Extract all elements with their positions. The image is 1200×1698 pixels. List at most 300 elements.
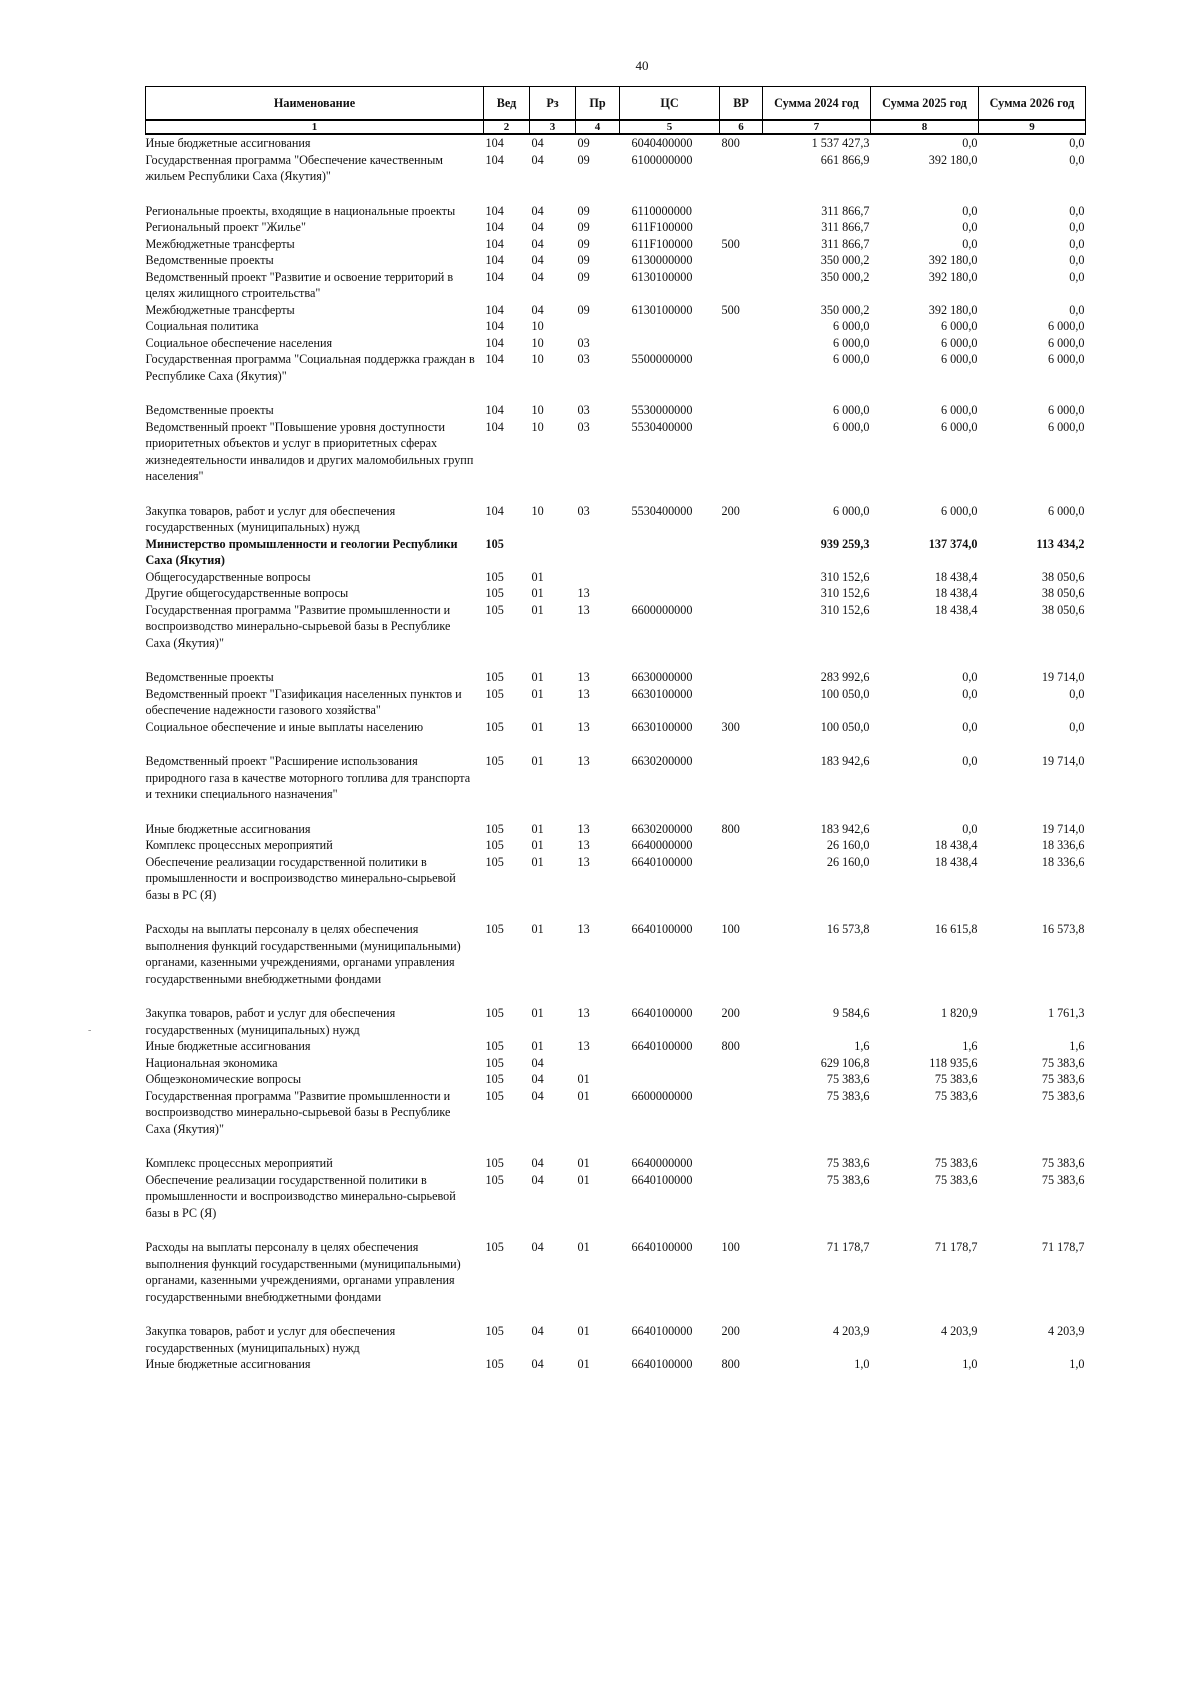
row-rz: 01 (531, 821, 544, 836)
row-pr: 03 (577, 352, 590, 366)
row-sum-2025: 392 180,0 (928, 253, 978, 267)
table-row (146, 236, 1086, 253)
row-sum-2026: 75 383,6 (1041, 1172, 1085, 1187)
row-ved: 104 (485, 236, 504, 251)
page-number: 40 (635, 58, 649, 73)
row-sum-2026: 1,6 (1069, 1039, 1085, 1053)
row-sum-2026: 4 203,9 (1047, 1324, 1085, 1338)
header-name: Наименование (146, 87, 484, 121)
row-name: Региональные проекты, входящие в национальные проекты (145, 203, 456, 218)
row-cs: 6600000000 (631, 602, 693, 617)
row-pr: 09 (577, 253, 590, 267)
row-cs: 6630200000 (631, 754, 693, 768)
row-vr: 200 (721, 1006, 740, 1020)
row-sum-2026: 75 383,6 (1041, 1072, 1085, 1086)
row-vr (720, 318, 763, 335)
row-sum-2025: 1,0 (962, 1357, 978, 1371)
row-rz: 01 (531, 838, 544, 852)
table-row (146, 1239, 1086, 1323)
row-rz: 01 (531, 719, 544, 734)
header-number: 1 (146, 120, 484, 134)
row-rz: 01 (531, 1039, 544, 1053)
row-vr (720, 854, 763, 922)
row-vr: 800 (721, 136, 740, 150)
row-ved: 105 (485, 602, 504, 617)
row-ved: 105 (485, 1006, 504, 1020)
row-cs: 6640100000 (631, 1357, 693, 1371)
row-rz: 10 (531, 419, 544, 434)
row-ved: 104 (485, 352, 504, 366)
row-vr (720, 1088, 763, 1156)
row-name: Национальная экономика (145, 1055, 278, 1070)
row-cs: 5530400000 (631, 503, 693, 518)
row-ved: 105 (485, 838, 504, 852)
header-pr: Пр (576, 87, 620, 121)
table-row (146, 1356, 1086, 1373)
row-sum-2026: 1,0 (1069, 1357, 1085, 1371)
header-number: 2 (484, 120, 530, 134)
row-sum-2026: 0,0 (1069, 220, 1085, 234)
table-row (146, 921, 1086, 1005)
row-pr: 13 (577, 754, 590, 768)
row-sum-2026: 19 714,0 (1041, 670, 1085, 684)
row-ved: 105 (485, 569, 504, 584)
row-sum-2025: 6 000,0 (940, 503, 978, 518)
row-sum-2026: 6 000,0 (1047, 503, 1085, 518)
row-sum-2026: 113 434,2 (1036, 536, 1085, 551)
row-name: Государственная программа "Развитие промышленности и воспроизводство минерально-сырьевой базы в Республике Саха (Якутия)" (145, 602, 451, 650)
row-sum-2026: 75 383,6 (1041, 1055, 1085, 1070)
table-row (146, 1071, 1086, 1088)
row-sum-2026: 71 178,7 (1041, 1240, 1085, 1254)
row-sum-2025: 6 000,0 (940, 403, 978, 417)
row-rz: 04 (531, 220, 544, 234)
row-sum-2024: 100 050,0 (820, 719, 870, 734)
row-ved: 105 (485, 1240, 504, 1254)
row-rz: 04 (531, 1072, 544, 1086)
row-sum-2024: 311 866,7 (821, 236, 870, 251)
table-row (146, 753, 1086, 821)
row-rz: 01 (531, 1006, 544, 1020)
row-sum-2025: 0,0 (962, 236, 978, 251)
row-name: Закупка товаров, работ и услуг для обеспечения государственных (муниципальных) нужд (145, 1324, 396, 1355)
row-rz: 01 (531, 686, 544, 701)
row-sum-2024: 9 584,6 (832, 1006, 870, 1020)
row-sum-2026: 0,0 (1069, 686, 1085, 701)
row-vr: 100 (721, 1240, 740, 1254)
row-vr (720, 203, 763, 220)
row-ved: 104 (485, 503, 504, 518)
row-cs: 6630100000 (631, 686, 693, 701)
row-sum-2025: 118 935,6 (929, 1055, 978, 1070)
row-sum-2024: 350 000,2 (820, 253, 870, 267)
row-cs: 6040400000 (631, 136, 693, 150)
row-sum-2026: 6 000,0 (1047, 419, 1085, 434)
row-name: Региональный проект "Жилье" (145, 220, 306, 234)
row-pr: 13 (577, 686, 590, 701)
table-row (146, 402, 1086, 419)
header-number: 3 (530, 120, 576, 134)
row-sum-2025: 0,0 (962, 220, 978, 234)
row-name: Общеэкономические вопросы (145, 1072, 302, 1086)
row-name: Ведомственные проекты (145, 403, 274, 417)
table-row (146, 669, 1086, 686)
row-sum-2026: 0,0 (1069, 136, 1085, 150)
row-name: Расходы на выплаты персоналу в целях обеспечения выполнения функций государственными (муниципальными) органами, казенными учреждениями, органами управления государственными внебюджетными фондами (145, 922, 461, 986)
table-row (146, 152, 1086, 203)
row-ved: 105 (485, 1055, 504, 1070)
row-cs: 5530000000 (631, 403, 693, 417)
row-sum-2024: 350 000,2 (820, 302, 870, 317)
row-pr: 09 (577, 269, 590, 284)
row-pr: 13 (577, 586, 590, 600)
row-rz: 10 (531, 319, 544, 333)
row-rz: 04 (531, 1240, 544, 1254)
row-rz: 04 (531, 1055, 544, 1070)
row-vr: 800 (721, 1039, 740, 1053)
row-ved: 104 (485, 269, 504, 284)
row-cs: 611F100000 (631, 220, 693, 234)
header-number: 9 (979, 120, 1086, 134)
row-cs: 6130100000 (631, 269, 693, 284)
row-pr: 09 (577, 302, 590, 317)
row-sum-2024: 6 000,0 (832, 319, 870, 333)
row-sum-2025: 6 000,0 (940, 419, 978, 434)
row-sum-2025: 18 438,4 (934, 838, 978, 852)
row-pr: 09 (577, 236, 590, 251)
row-sum-2025: 1 820,9 (940, 1006, 978, 1020)
row-pr (576, 536, 620, 569)
row-vr (720, 536, 763, 569)
row-sum-2025: 1,6 (962, 1039, 978, 1053)
row-ved: 104 (485, 253, 504, 267)
row-cs (620, 585, 720, 602)
row-sum-2026: 38 050,6 (1041, 602, 1085, 617)
row-cs: 6640100000 (631, 1006, 693, 1020)
row-sum-2024: 75 383,6 (826, 1156, 870, 1170)
row-sum-2025: 75 383,6 (934, 1172, 978, 1187)
row-sum-2026: 75 383,6 (1041, 1156, 1085, 1170)
row-cs: 6130100000 (631, 302, 693, 317)
table-row (146, 1055, 1086, 1072)
row-name: Иные бюджетные ассигнования (145, 1357, 311, 1371)
row-sum-2024: 6 000,0 (832, 419, 870, 434)
header-number: 8 (871, 120, 979, 134)
table-row (146, 351, 1086, 402)
row-cs: 6110000000 (631, 203, 692, 218)
row-name: Комплекс процессных мероприятий (145, 1156, 333, 1170)
row-sum-2025: 4 203,9 (940, 1324, 978, 1338)
header-cs: ЦС (620, 87, 720, 121)
row-name: Комплекс процессных мероприятий (145, 838, 333, 852)
row-rz: 01 (531, 670, 544, 684)
row-sum-2026: 1 761,3 (1047, 1006, 1085, 1020)
row-sum-2025: 18 438,4 (934, 569, 978, 584)
row-rz: 04 (531, 236, 544, 251)
row-cs: 6640000000 (631, 838, 693, 852)
row-vr: 500 (721, 236, 740, 251)
header-sum-2025: Сумма 2025 год (871, 87, 979, 121)
row-rz: 04 (531, 1156, 544, 1170)
row-rz: 01 (531, 602, 544, 617)
row-rz: 10 (531, 503, 544, 518)
row-vr (720, 585, 763, 602)
row-sum-2024: 183 942,6 (820, 754, 870, 768)
row-rz: 04 (531, 203, 544, 218)
row-ved: 105 (485, 1324, 504, 1338)
row-sum-2025: 16 615,8 (934, 922, 978, 936)
row-sum-2026: 0,0 (1069, 236, 1085, 251)
margin-mark: - (88, 1025, 92, 1036)
row-vr: 100 (721, 922, 740, 936)
row-ved: 104 (485, 335, 504, 350)
row-pr: 09 (577, 136, 590, 150)
row-vr (720, 1055, 763, 1072)
row-pr: 03 (577, 503, 590, 518)
row-cs: 6640100000 (631, 1039, 693, 1053)
row-ved: 105 (485, 922, 504, 936)
row-cs: 5500000000 (631, 352, 693, 366)
table-row (146, 219, 1086, 236)
row-sum-2025: 18 438,4 (934, 602, 978, 617)
row-sum-2026: 6 000,0 (1047, 403, 1085, 417)
row-sum-2025: 6 000,0 (940, 352, 978, 366)
row-sum-2026: 6 000,0 (1047, 352, 1085, 366)
row-sum-2026: 18 336,6 (1041, 838, 1085, 852)
row-ved: 104 (485, 419, 504, 434)
row-sum-2025: 0,0 (962, 821, 978, 836)
row-vr (720, 219, 763, 236)
row-name: Социальное обеспечение населения (145, 335, 333, 350)
row-rz: 01 (531, 922, 544, 936)
row-sum-2024: 939 259,3 (820, 536, 870, 551)
row-sum-2024: 26 160,0 (826, 854, 870, 869)
row-sum-2026: 6 000,0 (1047, 319, 1085, 333)
row-name: Ведомственный проект "Расширение использования природного газа в качестве моторного топлива для транспорта и техники специального назначения" (145, 754, 471, 801)
row-cs: 6100000000 (631, 152, 693, 167)
table-row (146, 203, 1086, 220)
row-rz: 01 (531, 754, 544, 768)
row-sum-2025: 392 180,0 (928, 302, 978, 317)
row-sum-2024: 310 152,6 (820, 602, 870, 617)
row-name: Социальная политика (145, 319, 259, 333)
budget-sheet (145, 86, 1085, 1373)
header-vr: ВР (720, 87, 763, 121)
row-sum-2025: 0,0 (962, 754, 978, 768)
row-sum-2026: 19 714,0 (1041, 754, 1085, 768)
row-vr (720, 602, 763, 670)
table-row (146, 602, 1086, 670)
row-vr: 300 (721, 719, 740, 734)
row-sum-2026: 0,0 (1069, 269, 1085, 284)
row-sum-2026: 75 383,6 (1041, 1088, 1085, 1103)
row-name: Другие общегосударственные вопросы (145, 586, 349, 600)
row-pr: 03 (577, 419, 590, 434)
row-vr (720, 351, 763, 402)
row-cs: 6640100000 (631, 1324, 693, 1338)
row-pr: 01 (577, 1240, 590, 1254)
row-ved: 104 (485, 136, 504, 150)
row-cs: 6640100000 (631, 1172, 693, 1187)
row-rz: 10 (531, 403, 544, 417)
header-sum-2026: Сумма 2026 год (979, 87, 1086, 121)
row-sum-2024: 311 866,7 (821, 203, 870, 218)
table-row (146, 686, 1086, 719)
budget-table (145, 86, 1086, 1373)
row-vr: 500 (721, 302, 740, 317)
row-sum-2026: 0,0 (1069, 152, 1085, 167)
row-rz: 04 (531, 253, 544, 267)
table-row (146, 536, 1086, 569)
table-row (146, 1088, 1086, 1156)
row-name: Иные бюджетные ассигнования (145, 1039, 311, 1053)
row-pr: 13 (577, 1039, 590, 1053)
row-pr: 01 (577, 1172, 590, 1187)
row-rz: 10 (531, 335, 544, 350)
row-ved: 105 (485, 1156, 504, 1170)
table-row (146, 585, 1086, 602)
row-sum-2025: 75 383,6 (934, 1156, 978, 1170)
row-vr: 800 (721, 821, 740, 836)
row-rz (530, 536, 576, 569)
row-name: Министерство промышленности и геологии Республики Саха (Якутия) (145, 536, 458, 567)
row-cs: 611F100000 (631, 236, 693, 251)
row-pr: 03 (577, 403, 590, 417)
header-sum-2024: Сумма 2024 год (763, 87, 871, 121)
row-name: Государственная программа "Обеспечение качественным жильем Республики Саха (Якутия)" (145, 152, 443, 183)
row-rz: 04 (531, 302, 544, 317)
row-pr: 09 (577, 220, 590, 234)
row-sum-2025: 0,0 (962, 136, 978, 150)
row-pr: 13 (577, 1006, 590, 1020)
row-rz: 04 (531, 1088, 544, 1103)
header-number: 6 (720, 120, 763, 134)
table-row (146, 269, 1086, 302)
row-sum-2024: 310 152,6 (820, 586, 870, 600)
row-pr (576, 569, 620, 586)
row-cs: 6630000000 (631, 670, 693, 684)
row-vr (720, 1172, 763, 1240)
row-sum-2024: 629 106,8 (820, 1055, 870, 1070)
row-cs: 6600000000 (631, 1088, 693, 1103)
row-pr: 13 (577, 719, 590, 734)
row-pr: 13 (577, 670, 590, 684)
row-name: Ведомственный проект "Развитие и освоение территорий в целях жилищного строительства" (145, 269, 454, 300)
row-sum-2024: 1,6 (854, 1039, 870, 1053)
row-name: Ведомственные проекты (145, 670, 274, 684)
row-sum-2026: 6 000,0 (1047, 335, 1085, 350)
row-sum-2024: 26 160,0 (826, 838, 870, 852)
table-row (146, 821, 1086, 838)
row-sum-2025: 0,0 (962, 719, 978, 734)
table-row (146, 1323, 1086, 1356)
row-vr (720, 269, 763, 302)
table-row (146, 335, 1086, 352)
row-name: Государственная программа "Социальная поддержка граждан в Республике Саха (Якутия)" (145, 352, 475, 383)
row-sum-2025: 392 180,0 (928, 152, 978, 167)
row-name: Ведомственный проект "Газификация населенных пунктов и обеспечение надежности газового хозяйства" (145, 686, 462, 717)
row-rz: 01 (531, 569, 544, 584)
row-pr: 13 (577, 854, 590, 869)
row-cs: 6640100000 (631, 854, 693, 869)
table-row (146, 719, 1086, 754)
row-sum-2024: 311 866,7 (821, 220, 870, 234)
row-sum-2024: 283 992,6 (820, 670, 870, 684)
row-sum-2026: 19 714,0 (1041, 821, 1085, 836)
row-sum-2025: 6 000,0 (940, 319, 978, 333)
table-row (146, 837, 1086, 854)
row-sum-2024: 75 383,6 (826, 1172, 870, 1187)
row-sum-2025: 0,0 (962, 203, 978, 218)
row-sum-2024: 75 383,6 (826, 1072, 870, 1086)
row-sum-2024: 4 203,9 (832, 1324, 870, 1338)
row-ved: 104 (485, 403, 504, 417)
table-row (146, 302, 1086, 319)
row-cs (620, 318, 720, 335)
row-sum-2025: 75 383,6 (934, 1072, 978, 1086)
row-pr: 03 (577, 335, 590, 350)
row-vr (720, 252, 763, 269)
header-number: 5 (620, 120, 720, 134)
header-number: 7 (763, 120, 871, 134)
table-header (146, 87, 1086, 135)
row-name: Ведомственный проект "Повышение уровня доступности приоритетных объектов и услуг в приоритетных сферах жизнедеятельности инвалидов и других маломобильных групп населения" (145, 419, 474, 483)
table-row (146, 503, 1086, 536)
row-cs: 6630200000 (631, 821, 693, 836)
row-sum-2024: 6 000,0 (832, 352, 870, 366)
row-vr (720, 419, 763, 503)
row-pr: 01 (577, 1072, 590, 1086)
table-row (146, 1155, 1086, 1172)
row-vr (720, 402, 763, 419)
row-sum-2026: 0,0 (1069, 302, 1085, 317)
row-cs: 6640000000 (631, 1156, 693, 1170)
table-row (146, 1038, 1086, 1055)
row-sum-2024: 350 000,2 (820, 269, 870, 284)
row-sum-2026: 16 573,8 (1041, 922, 1085, 936)
row-name: Ведомственные проекты (145, 253, 274, 267)
row-cs (620, 335, 720, 352)
row-sum-2024: 661 866,9 (820, 152, 870, 167)
row-sum-2026: 0,0 (1069, 719, 1085, 734)
row-ved: 104 (485, 220, 504, 234)
row-sum-2024: 6 000,0 (832, 503, 870, 518)
row-pr: 13 (577, 602, 590, 617)
row-cs (620, 569, 720, 586)
row-sum-2024: 6 000,0 (832, 403, 870, 417)
row-cs: 6130000000 (631, 253, 693, 267)
row-ved: 105 (485, 1088, 504, 1103)
row-vr (720, 686, 763, 719)
row-sum-2024: 183 942,6 (820, 821, 870, 836)
row-name: Расходы на выплаты персоналу в целях обеспечения выполнения функций государственными (муниципальными) органами, казенными учреждениями, органами управления государственными внебюджетными фондами (145, 1240, 461, 1304)
row-name: Межбюджетные трансферты (145, 302, 295, 317)
row-rz: 04 (531, 1172, 544, 1187)
row-vr (720, 669, 763, 686)
row-name: Государственная программа "Развитие промышленности и воспроизводство минерально-сырьевой базы в Республике Саха (Якутия)" (145, 1088, 451, 1136)
row-sum-2024: 16 573,8 (826, 922, 870, 936)
row-pr: 01 (577, 1324, 590, 1338)
row-pr: 09 (577, 152, 590, 167)
row-sum-2025: 75 383,6 (934, 1088, 978, 1103)
row-pr (576, 318, 620, 335)
row-name: Межбюджетные трансферты (145, 236, 295, 251)
row-vr (720, 1155, 763, 1172)
row-sum-2024: 1 537 427,3 (811, 136, 870, 150)
row-pr: 13 (577, 922, 590, 936)
row-pr: 01 (577, 1088, 590, 1103)
table-row (146, 419, 1086, 503)
